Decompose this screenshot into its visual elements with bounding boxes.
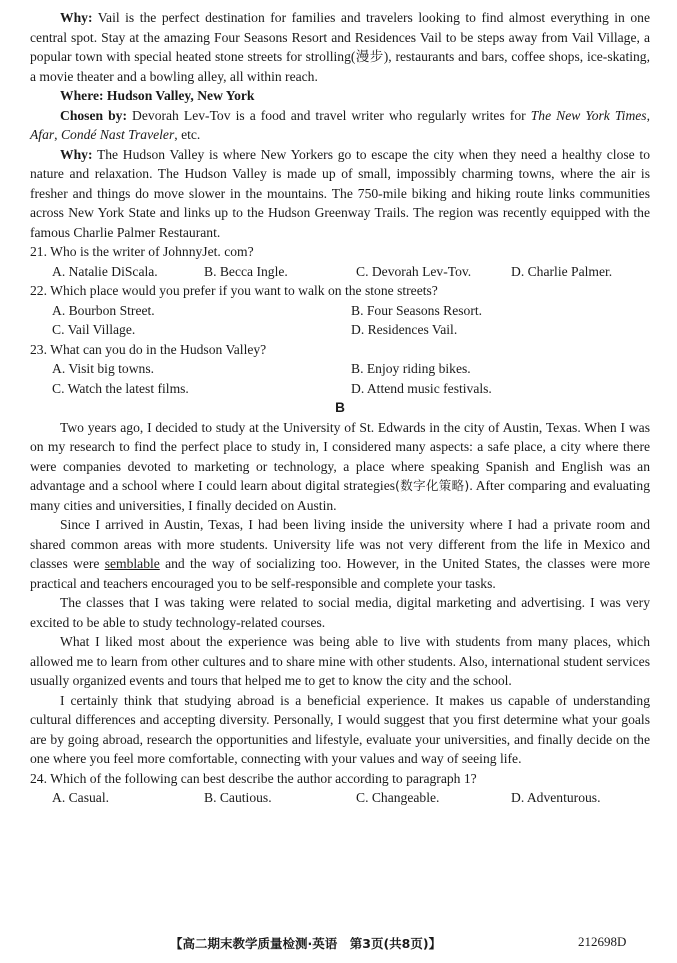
option-d: D. Attend music festivals.	[351, 380, 492, 396]
question-22-options-row2	[30, 320, 650, 340]
question-22: 22. Which place would you prefer if you want to walk on the stone streets?	[30, 283, 438, 298]
footer-title: 【高二期末教学质量检测·英语 第3页(共8页)】	[170, 936, 442, 951]
hudson-where-heading: Where: Hudson Valley, New York	[60, 88, 255, 103]
section-b-heading: B	[335, 400, 345, 415]
passage-b-paragraph-3: The classes that I was taking were related to social media, digital marketing and advertising. I was very excited to be able to study technology-related courses.	[30, 595, 650, 630]
paragraph-text: . After comparing and evaluating many cities and universities, I finally decided on Austin.	[30, 478, 650, 513]
hudson-why-paragraph	[30, 145, 650, 243]
option-a: A. Visit big towns.	[52, 361, 155, 376]
question-24: 24. Which of the following can best describe the author according to paragraph 1?	[30, 770, 477, 786]
exam-page	[30, 8, 650, 808]
option-b: B. Becca Ingle.	[204, 263, 288, 279]
question-21-options	[30, 262, 650, 282]
option-d: D. Residences Vail.	[351, 322, 458, 337]
option-a: A. Bourbon Street.	[52, 302, 155, 318]
option-d: D. Adventurous.	[511, 790, 601, 805]
vail-why-paragraph	[30, 8, 650, 86]
vail-why-text: Vail is the perfect destination for families and travelers looking to find almost everything in one central spot. Stay at the amazing Four Seasons Resort and Residences Vail to be steps away from Vail Village, a popular town with special heated stone streets for strolling(漫步), restaurants and bars, coffee shops, ice-skating, a movie theater and a bowling alley, all within reach.	[30, 10, 650, 84]
separator: ,	[54, 127, 61, 142]
chosen-label: Chosen by:	[60, 107, 127, 123]
publication-afar: Afar	[30, 127, 55, 142]
publication-nyt: The New York Times	[530, 107, 647, 123]
question-23-options-row1	[30, 359, 650, 379]
hudson-why-text: The Hudson Valley is where New Yorkers go to escape the city when they need a healthy close to nature and relaxation. The Hudson Valley is made up of small, impossibly charming towns, where the air is fresher and things do move slower in the mountains. The 750-mile biking and hiking route links communities across New York State and links up to the Hudson Greenway Trails. The region was recently equipped with the famous Charlie Palmer Restaurant.	[30, 146, 650, 240]
paragraph-text: Two years ago, I decided to study at the University of St. Edwards in the city of Austin, Texas. When I was on my research to find the perfect place to study in, I considered many aspects: a safe place, a city where there were companies devoted to marketing or technology, a place where speaking Spanish and English was an advantage and a school where I could learn about digital strategies	[30, 419, 650, 493]
option-b: B. Enjoy riding bikes.	[351, 361, 471, 376]
underlined-word: semblable	[104, 556, 160, 571]
why-label: Why:	[60, 146, 93, 162]
passage-b-paragraph-5: I certainly think that studying abroad is a beneficial experience. It makes us capable of understanding cultural differences and accepting diversity. Personally, I would suggest that you first determine what your goals are by going abroad, research the opportunities and lifestyle, evaluate your universities, and finally decide on the one where you feel more comfortable, connecting with your values and way of seeing life.	[30, 692, 650, 766]
passage-b-paragraph-4: What I liked most about the experience was being able to live with students from many places, which allowed me to learn from other cultures and to share mine with other students. Also, international student services usually organized events and tours that helped me to get to know the city and the school.	[30, 634, 650, 688]
passage-b-paragraph-2	[30, 515, 650, 593]
option-b: B. Four Seasons Resort.	[351, 302, 483, 318]
passage-b-paragraph-1	[30, 418, 650, 516]
hudson-chosen-paragraph	[30, 106, 650, 145]
publication-conde-nast: Condé Nast Traveler	[60, 127, 175, 142]
question-22-options-row1	[30, 301, 650, 321]
why-label: Why:	[60, 10, 93, 25]
separator: ,	[646, 107, 651, 123]
page-footer	[0, 934, 677, 954]
option-c: C. Devorah Lev-Tov.	[356, 263, 472, 279]
question-21: 21. Who is the writer of JohnnyJet. com?	[30, 244, 254, 259]
chosen-text: Devorah Lev-Tov is a food and travel writer who regularly writes for	[127, 107, 531, 123]
option-c: C. Changeable.	[356, 790, 440, 805]
question-23-options-row2	[30, 379, 650, 399]
chosen-end: , etc.	[174, 127, 201, 142]
chinese-gloss: (数字化策略)	[395, 478, 470, 493]
question-24-options	[30, 788, 650, 808]
paragraph-text: and the way of socializing too. However, in the United States, the classes were more practical and teachers encouraged you to be self-responsible and complete your tasks.	[30, 556, 650, 591]
option-c: C. Vail Village.	[52, 322, 136, 337]
option-a: A. Casual.	[52, 790, 110, 805]
option-a: A. Natalie DiScala.	[52, 263, 158, 279]
option-d: D. Charlie Palmer.	[511, 263, 613, 279]
question-23: 23. What can you do in the Hudson Valley?	[30, 341, 267, 357]
option-c: C. Watch the latest films.	[52, 380, 189, 396]
footer-code: 212698D	[578, 934, 627, 949]
paragraph-text: Since I arrived in Austin, Texas, I had been living inside the university where I had a private room and shared common areas with more students. University life was not very different from the life in Mexico and classes were	[30, 517, 650, 571]
option-b: B. Cautious.	[204, 790, 272, 805]
